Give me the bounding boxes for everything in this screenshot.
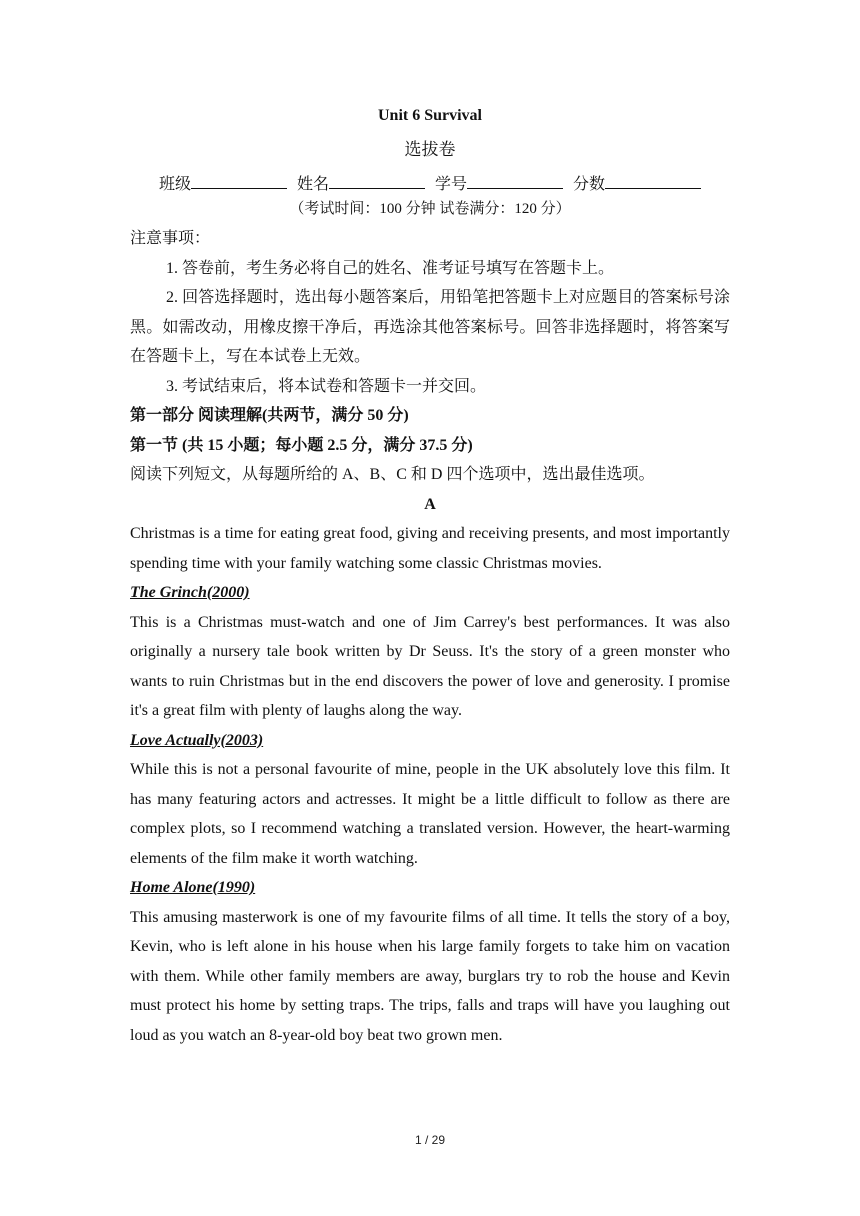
student-info-line <box>130 172 730 198</box>
movie-1-title: The Grinch(2000) <box>130 584 250 601</box>
exam-subtitle: 选拔卷 <box>404 140 456 159</box>
name-blank <box>329 172 425 189</box>
class-blank <box>191 172 287 189</box>
movie-1-text: This is a Christmas must-watch and one of Jim Carrey's best performances. It was also originally a nursery tale book written by Dr Seuss. It's the story of a green monster who wants to ruin Christmas but in the end discovers the power of love and generosity. I promise it's a great film with plenty of laughs along the way. <box>130 613 730 719</box>
document-page <box>130 100 730 1050</box>
id-field <box>435 172 563 198</box>
id-blank <box>467 172 563 189</box>
note-item-2: 2. 回答选择题时，选出每小题答案后，用铅笔把答题卡上对应题目的答案标号涂黑。如需改动，用橡皮擦干净后，再选涂其他答案标号。回答非选择题时，将答案写在答题卡上，写在本试卷上无效。 <box>130 289 730 365</box>
movie-3-title: Home Alone(1990) <box>130 879 256 896</box>
class-label: 班级 <box>158 176 191 193</box>
name-label: 姓名 <box>296 176 329 193</box>
id-label: 学号 <box>435 176 468 193</box>
passage-intro: Christmas is a time for eating great food, giving and receiving presents, and most importantly spending time with your family watching some classic Christmas movies. <box>130 525 730 572</box>
notes-heading: 注意事项： <box>130 230 211 247</box>
time-note: （考试时间：100 分钟 试卷满分：120 分） <box>289 201 571 217</box>
unit-title: Unit 6 Survival <box>377 107 482 124</box>
movie-2-title: Love Actually(2003) <box>130 731 264 749</box>
class-field <box>159 172 287 198</box>
note-item-3: 3. 考试结束后，将本试卷和答题卡一并交回。 <box>166 377 487 395</box>
reading-instruction: 阅读下列短文，从每题所给的 A、B、C 和 D 四个选项中，选出最佳选项。 <box>130 466 655 483</box>
score-label: 分数 <box>573 176 606 193</box>
movie-2-text: While this is not a personal favourite of mine, people in the UK absolutely love this film. It has many featuring actors and actresses. It might be a little difficult to follow as there are complex plots, so I recommend watching a translated version. However, the heart-warming elements of the film make it worth watching. <box>130 761 730 867</box>
part1-heading: 第一部分 阅读理解(共两节，满分 50 分) <box>130 407 409 424</box>
note-item-1: 1. 答卷前，考生务必将自己的姓名、准考证号填写在答题卡上。 <box>166 259 615 277</box>
score-blank <box>605 172 701 189</box>
section1-heading: 第一节 (共 15 小题；每小题 2.5 分，满分 37.5 分) <box>130 436 473 454</box>
passage-label: A <box>424 495 436 513</box>
movie-3-text: This amusing masterwork is one of my favourite films of all time. It tells the story of a boy, Kevin, who is left alone in his house when his large family forgets to take him on vacation with them. While other family members are away, burglars try to rob the house and Kevin must protect his home by setting traps. The trips, falls and traps will have you laughing out loud as you watch an 8-year-old boy beat two grown men. <box>130 908 730 1044</box>
name-field <box>297 172 425 198</box>
page-number: 1 / 29 <box>414 1133 446 1147</box>
score-field <box>573 172 701 198</box>
